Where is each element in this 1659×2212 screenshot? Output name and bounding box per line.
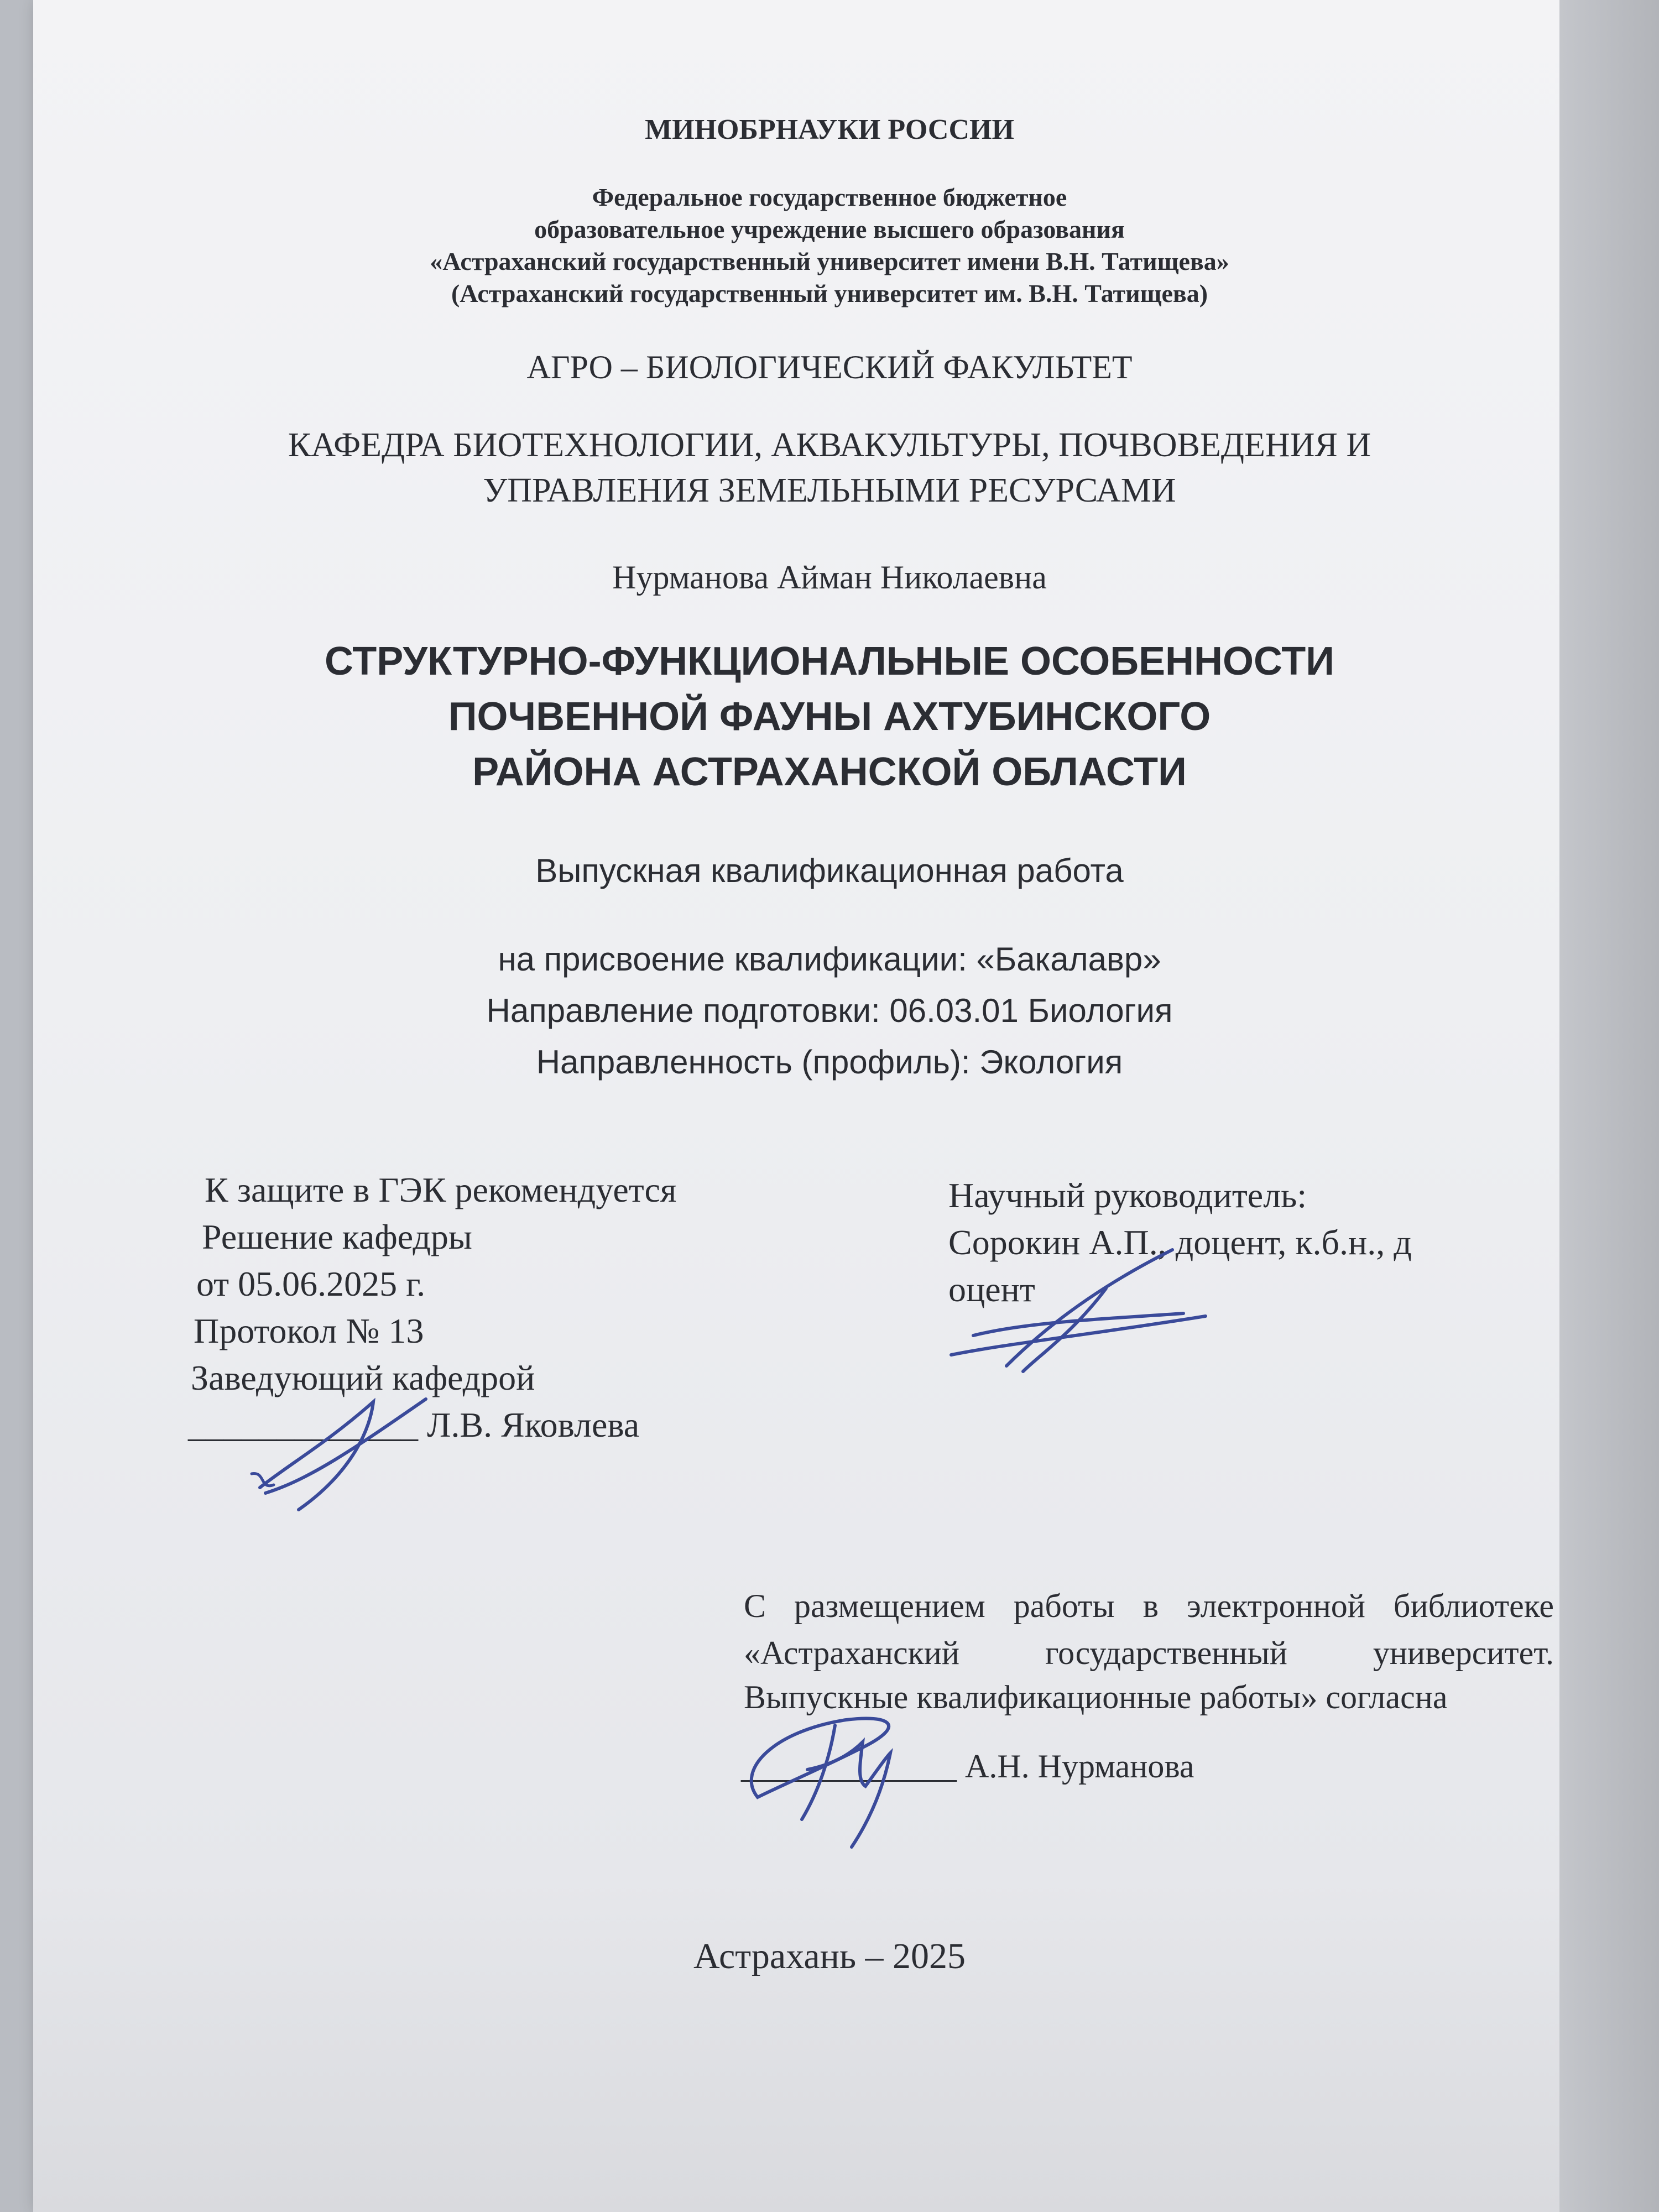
title-line-2: ПОЧВЕННОЙ ФАУНЫ АХТУБИНСКОГО [448, 695, 1211, 739]
title-line-1: СТРУКТУРНО-ФУНКЦИОНАЛЬНЫЕ ОСОБЕННОСТИ [325, 639, 1334, 684]
title-line-3: РАЙОНА АСТРАХАНСКОЙ ОБЛАСТИ [472, 750, 1187, 794]
supervisor-label: Научный руководитель: [948, 1176, 1307, 1215]
institution-line-1: Федеральное государственное бюджетное [592, 183, 1067, 211]
consent-signature-line: _____________ А.Н. Нурманова [741, 1748, 1194, 1785]
approval-line-2: Решение кафедры [202, 1217, 472, 1256]
institution-line-2: образовательное учреждение высшего образования [534, 215, 1125, 243]
qualification-line: на присвоение квалификации: «Бакалавр» [498, 941, 1161, 978]
approval-line-3: от 05.06.2025 г. [196, 1264, 426, 1303]
department-line-1: КАФЕДРА БИОТЕХНОЛОГИИ, АКВАКУЛЬТУРЫ, ПОЧВОВЕДЕНИЯ И [288, 426, 1371, 464]
city-year-footer: Астрахань – 2025 [693, 1936, 966, 1976]
direction-line: Направление подготовки: 06.03.01 Биология [486, 992, 1173, 1029]
approval-line-4: Протокол № 13 [194, 1311, 424, 1350]
supervisor-name: Сорокин А.П., доцент, к.б.н., д [948, 1223, 1412, 1262]
supervisor-title-cont: оцент [948, 1270, 1035, 1309]
approval-line-1: К защите в ГЭК рекомендуется [205, 1170, 677, 1209]
head-of-department-signature [243, 1360, 476, 1521]
desk-background [1559, 0, 1659, 2212]
consent-line-2: «Астраханский государственный университет. [744, 1635, 1554, 1671]
ministry-heading: МИНОБРНАУКИ РОССИИ [645, 114, 1014, 145]
work-type: Выпускная квалификационная работа [535, 852, 1124, 889]
author-signature [724, 1687, 984, 1853]
institution-line-3: «Астраханский государственный университет имени В.Н. Татищева» [430, 247, 1229, 275]
institution-line-4: (Астраханский государственный университет им. В.Н. Татищева) [451, 279, 1208, 307]
approval-line-5: Заведующий кафедрой [191, 1358, 535, 1397]
paper-sheet [33, 0, 1559, 2212]
approval-signature-line: _____________ Л.В. Яковлева [188, 1405, 640, 1444]
supervisor-signature [940, 1239, 1228, 1383]
consent-line-3: Выпускные квалификационные работы» согласна [744, 1679, 1448, 1715]
consent-line-1: С размещением работы в электронной библиотеке [744, 1588, 1554, 1624]
department-line-2: УПРАВЛЕНИЯ ЗЕМЕЛЬНЫМИ РЕСУРСАМИ [483, 472, 1176, 509]
author-name: Нурманова Айман Николаевна [612, 559, 1047, 596]
profile-line: Направленность (профиль): Экология [536, 1044, 1123, 1081]
faculty-heading: АГРО – БИОЛОГИЧЕСКИЙ ФАКУЛЬТЕТ [526, 349, 1133, 385]
